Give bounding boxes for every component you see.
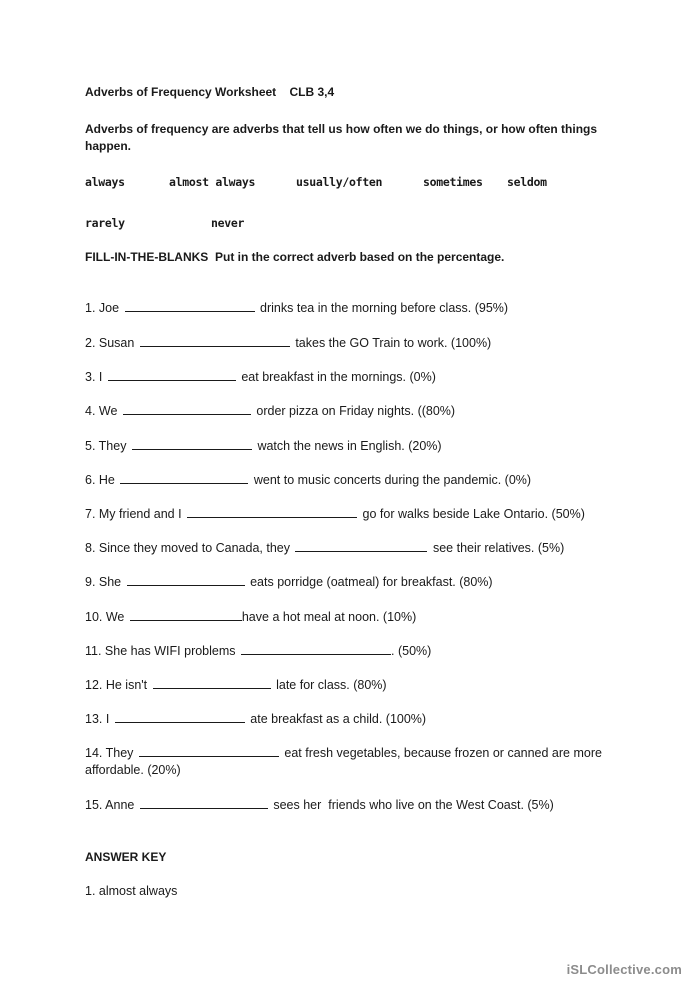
question-2-blank[interactable] (140, 335, 290, 347)
question-1-start: 1. Joe (85, 301, 120, 315)
adverb-almost-always: almost always (169, 175, 256, 189)
question-13-end: ate breakfast as a child. (100%) (250, 712, 427, 726)
question-15 (85, 797, 554, 814)
question-3-end: eat breakfast in the mornings. (0%) (241, 370, 436, 384)
question-10 (85, 609, 416, 626)
question-13-start: 13. I (85, 712, 110, 726)
question-6-end: went to music concerts during the pandemic. (0%) (253, 473, 532, 487)
question-11-blank[interactable] (241, 643, 391, 655)
question-2-end: takes the GO Train to work. (100%) (295, 336, 492, 350)
question-1 (85, 300, 508, 317)
adverb-seldom: seldom (507, 175, 547, 189)
question-11-start: 11. She has WIFI problems (85, 644, 236, 658)
worksheet-title: Adverbs of Frequency Worksheet CLB 3,4 (85, 85, 335, 99)
question-12-start: 12. He isn't (85, 678, 148, 692)
answer-key-title: ANSWER KEY (85, 850, 167, 864)
intro-paragraph: Adverbs of frequency are adverbs that tell us how often we do things, or how often things happen. (85, 122, 598, 153)
question-8 (85, 540, 564, 557)
question-7 (85, 506, 585, 523)
site-watermark[interactable]: iSLCollective.com (566, 962, 682, 977)
question-14-end: eat fresh vegetables, because frozen or canned are more affordable. (20%) (85, 746, 602, 777)
question-14 (85, 745, 625, 779)
adverb-rarely: rarely (85, 216, 125, 230)
question-8-blank[interactable] (295, 540, 427, 552)
question-5-blank[interactable] (132, 438, 252, 450)
question-9-start: 9. She (85, 575, 122, 589)
question-9-end: eats porridge (oatmeal) for breakfast. (80%) (250, 575, 493, 589)
question-14-blank[interactable] (139, 745, 279, 757)
adverb-sometimes: sometimes (423, 175, 483, 189)
question-14-start: 14. They (85, 746, 134, 760)
question-12-blank[interactable] (153, 677, 271, 689)
question-13-blank[interactable] (115, 711, 245, 723)
question-6-blank[interactable] (120, 472, 248, 484)
question-7-blank[interactable] (187, 506, 357, 518)
question-15-end: sees her friends who live on the West Coast. (5%) (273, 798, 554, 812)
question-6 (85, 472, 531, 489)
question-6-start: 6. He (85, 473, 115, 487)
question-13 (85, 711, 426, 728)
question-10-end: have a hot meal at noon. (10%) (241, 610, 417, 624)
question-2 (85, 335, 491, 352)
question-4-start: 4. We (85, 404, 118, 418)
question-15-blank[interactable] (140, 797, 268, 809)
question-3-blank[interactable] (108, 369, 236, 381)
question-7-start: 7. My friend and I (85, 507, 182, 521)
question-3 (85, 369, 436, 386)
question-12-end: late for class. (80%) (276, 678, 387, 692)
question-5-end: watch the news in English. (20%) (257, 439, 442, 453)
question-7-end: go for walks beside Lake Ontario. (50%) (362, 507, 585, 521)
question-4-end: order pizza on Friday nights. ((80%) (256, 404, 456, 418)
question-9-blank[interactable] (127, 574, 245, 586)
question-12 (85, 677, 387, 694)
question-8-end: see their relatives. (5%) (432, 541, 565, 555)
question-1-blank[interactable] (125, 300, 255, 312)
adverb-never: never (211, 216, 245, 230)
adverb-usually-often: usually/often (296, 175, 383, 189)
question-10-start: 10. We (85, 610, 125, 624)
question-8-start: 8. Since they moved to Canada, they (85, 541, 290, 555)
question-11 (85, 643, 431, 660)
instruction-text: FILL-IN-THE-BLANKS Put in the correct adverb based on the percentage. (85, 250, 505, 264)
adverb-always: always (85, 175, 125, 189)
question-4 (85, 403, 455, 420)
question-5 (85, 438, 442, 455)
question-1-end: drinks tea in the morning before class. (95%) (260, 301, 509, 315)
question-11-end: . (50%) (391, 644, 432, 658)
question-10-blank[interactable] (130, 609, 242, 621)
question-3-start: 3. I (85, 370, 103, 384)
answer-key-item-1: 1. almost always (85, 884, 178, 898)
question-5-start: 5. They (85, 439, 127, 453)
question-4-blank[interactable] (123, 403, 251, 415)
question-9 (85, 574, 493, 591)
question-2-start: 2. Susan (85, 336, 135, 350)
question-15-start: 15. Anne (85, 798, 135, 812)
